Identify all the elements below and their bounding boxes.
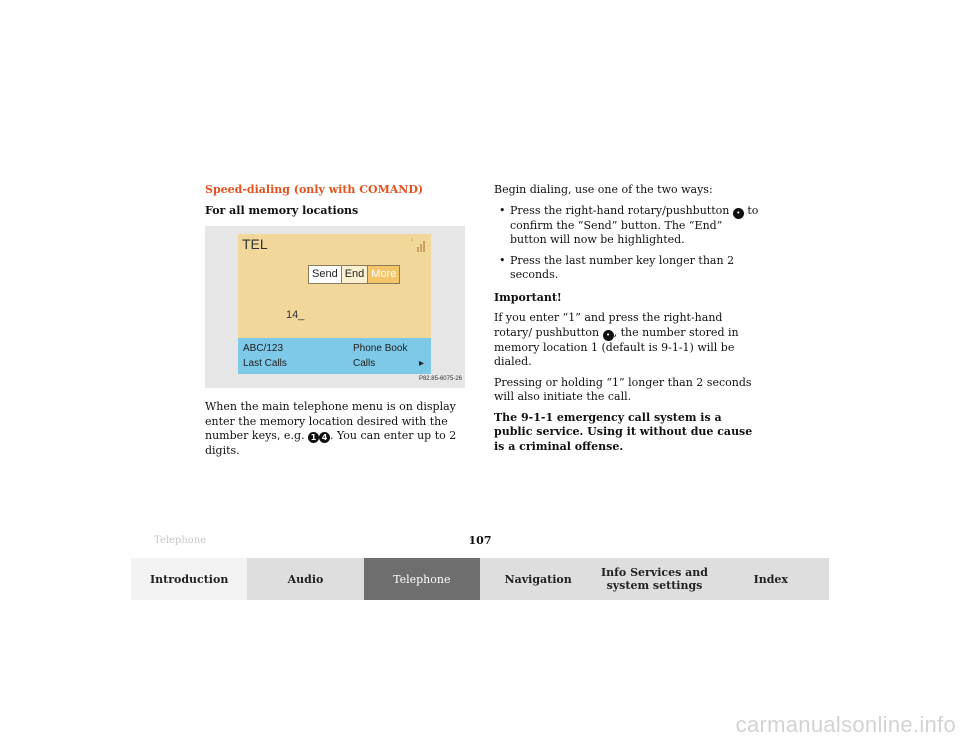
signal-strength-icon: [411, 237, 427, 255]
figure-code: P82.85-6075-26: [418, 375, 462, 382]
screen-button-row: [308, 265, 400, 284]
menu-phone-book: Phone Book: [353, 343, 408, 354]
end-button: End: [342, 266, 368, 283]
dialing-intro: Begin dialing, use one of the two ways:: [494, 183, 713, 196]
right-column: [494, 183, 760, 460]
menu-abc: ABC/123: [243, 343, 284, 354]
key-4-icon: 4: [319, 432, 330, 443]
dialing-methods-list: [494, 204, 760, 283]
tab-index[interactable]: Index: [713, 558, 829, 600]
watermark: carmanualsonline.info: [735, 712, 956, 737]
key-1-icon: 1: [308, 432, 319, 443]
page-number: 107: [468, 534, 492, 547]
send-button: Send: [309, 266, 342, 283]
screen-menu-bar: [238, 338, 431, 374]
section-subtitle: For all memory locations: [205, 203, 359, 217]
tab-info-services[interactable]: Info Services and system settings: [596, 558, 712, 600]
warning-paragraph: The 9-1-1 emergency call system is a public service. Using it without due cause is a criminal offense.: [494, 410, 753, 453]
section-title: Speed-dialing (only with COMAND): [205, 183, 424, 196]
paragraph-memory-location: When the main telephone menu is on display enter the memory location desired with the number keys, e.g. 1 4 . You can enter up to 2 digits.: [205, 400, 457, 457]
screen-title: TEL: [242, 236, 268, 252]
telephone-display-figure: [205, 226, 465, 388]
left-column: [205, 183, 467, 464]
hold-paragraph: Pressing or holding “1” longer than 2 seconds will also initiate the call.: [494, 375, 752, 403]
chapter-tabs: [131, 558, 829, 600]
important-paragraph: If you enter “1” and press the right-hand rotary/ pushbutton • , the number stored in memory location 1 (default is 9-1-1) will be dialed.: [494, 311, 739, 368]
tab-introduction[interactable]: Introduction: [131, 558, 247, 600]
signal-text: ε: [411, 237, 414, 243]
list-item: • Press the last number key longer than 2 seconds.: [499, 253, 735, 281]
list-item: • Press the right-hand rotary/pushbutton • to confirm the “Send” button. The “End” button will now be highlighted.: [499, 203, 759, 246]
menu-arrow-icon: ▸: [419, 358, 425, 369]
rotary-pushbutton-icon: •: [603, 330, 614, 341]
important-heading: Important!: [494, 290, 562, 304]
number-entry: 14_: [286, 309, 305, 321]
tab-telephone[interactable]: Telephone: [364, 558, 480, 600]
rotary-pushbutton-icon: •: [733, 208, 744, 219]
menu-calls: Calls: [353, 358, 376, 369]
more-button: More: [367, 266, 399, 283]
tab-audio[interactable]: Audio: [247, 558, 363, 600]
display-screen: [238, 234, 431, 374]
tab-navigation[interactable]: Navigation: [480, 558, 596, 600]
footer-section-label: Telephone: [154, 535, 207, 546]
menu-last-calls: Last Calls: [243, 358, 287, 369]
